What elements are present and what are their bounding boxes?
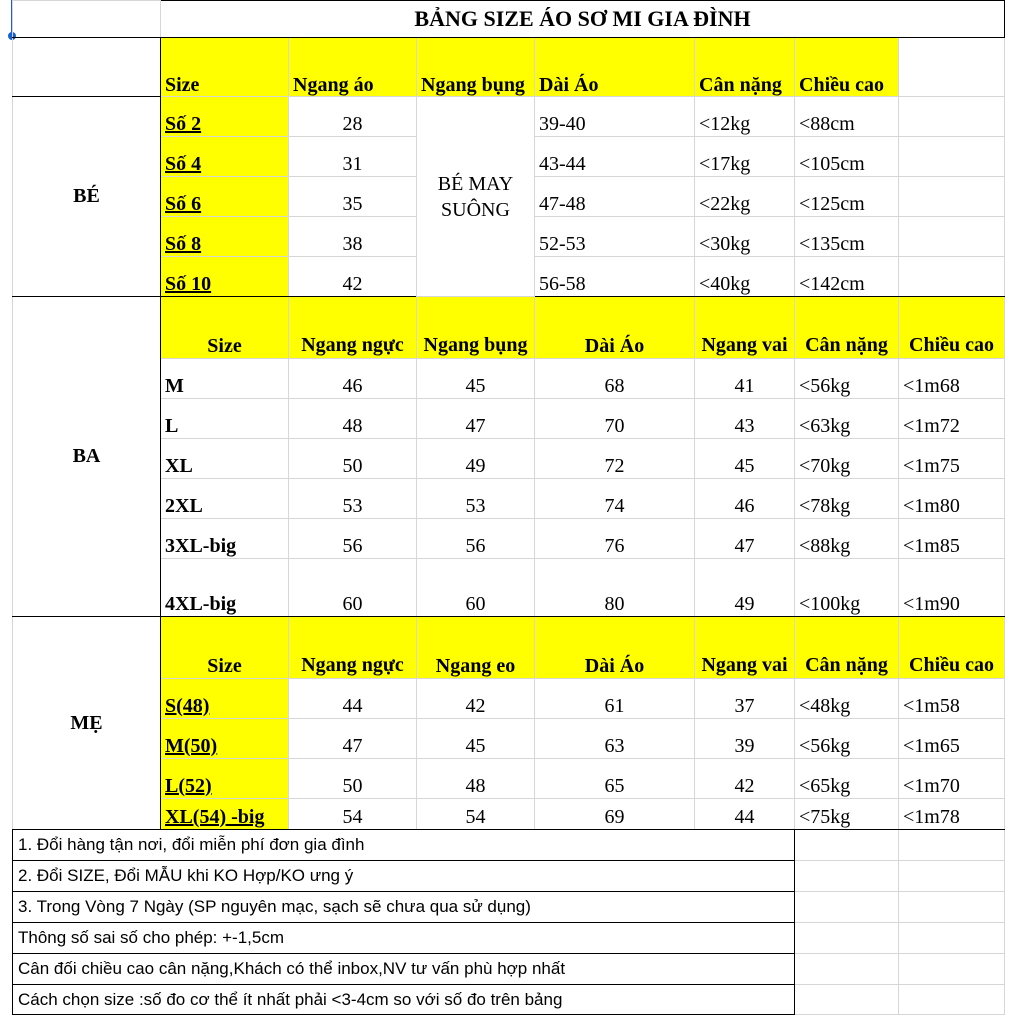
ba-dai[interactable]: 76 bbox=[535, 519, 695, 559]
ba-nguc[interactable]: 53 bbox=[289, 479, 417, 519]
me-header-ngang-vai: Ngang vai bbox=[695, 617, 795, 679]
ba-header-ngang-vai: Ngang vai bbox=[695, 297, 795, 359]
me-vai[interactable]: 44 bbox=[695, 799, 795, 830]
ba-dai[interactable]: 80 bbox=[535, 559, 695, 617]
me-dai[interactable]: 69 bbox=[535, 799, 695, 830]
be-header-size: Size bbox=[161, 38, 289, 97]
me-header-chieu-cao: Chiều cao bbox=[899, 617, 1005, 679]
ba-nguc[interactable]: 48 bbox=[289, 399, 417, 439]
ba-size[interactable]: 2XL bbox=[161, 479, 289, 519]
be-ngang[interactable]: 38 bbox=[289, 217, 417, 257]
me-dai[interactable]: 61 bbox=[535, 679, 695, 719]
me-can[interactable]: <56kg bbox=[795, 719, 899, 759]
be-cao[interactable]: <88cm bbox=[795, 97, 899, 137]
ba-header-can-nang: Cân nặng bbox=[795, 297, 899, 359]
be-can[interactable]: <22kg bbox=[695, 177, 795, 217]
note-empty[interactable] bbox=[795, 923, 899, 954]
ba-vai[interactable]: 46 bbox=[695, 479, 795, 519]
be-can[interactable]: <40kg bbox=[695, 257, 795, 297]
ba-can[interactable]: <70kg bbox=[795, 439, 899, 479]
me-size[interactable]: S(48) bbox=[161, 679, 289, 719]
ba-cao[interactable]: <1m68 bbox=[899, 359, 1005, 399]
be-cao[interactable]: <135cm bbox=[795, 217, 899, 257]
ba-bung[interactable]: 45 bbox=[417, 359, 535, 399]
ba-nguc[interactable]: 50 bbox=[289, 439, 417, 479]
me-dai[interactable]: 65 bbox=[535, 759, 695, 799]
me-vai[interactable]: 42 bbox=[695, 759, 795, 799]
group-label-be: BÉ bbox=[13, 97, 161, 297]
corner-cell[interactable] bbox=[13, 1, 161, 38]
note-empty[interactable] bbox=[899, 923, 1005, 954]
ba-cao[interactable]: <1m80 bbox=[899, 479, 1005, 519]
be-dai[interactable]: 52-53 bbox=[535, 217, 695, 257]
ba-can[interactable]: <56kg bbox=[795, 359, 899, 399]
be-size[interactable]: Số 10 bbox=[161, 257, 289, 297]
ba-bung[interactable]: 53 bbox=[417, 479, 535, 519]
be-dai[interactable]: 39-40 bbox=[535, 97, 695, 137]
ba-can[interactable]: <78kg bbox=[795, 479, 899, 519]
be-empty[interactable] bbox=[899, 257, 1005, 297]
ba-size[interactable]: L bbox=[161, 399, 289, 439]
ba-size[interactable]: M bbox=[161, 359, 289, 399]
me-vai[interactable]: 37 bbox=[695, 679, 795, 719]
ba-bung[interactable]: 49 bbox=[417, 439, 535, 479]
ba-dai[interactable]: 68 bbox=[535, 359, 695, 399]
ba-dai[interactable]: 70 bbox=[535, 399, 695, 439]
ba-can[interactable]: <88kg bbox=[795, 519, 899, 559]
be-ngang[interactable]: 31 bbox=[289, 137, 417, 177]
ba-bung[interactable]: 60 bbox=[417, 559, 535, 617]
be-size[interactable]: Số 6 bbox=[161, 177, 289, 217]
note-empty[interactable] bbox=[899, 892, 1005, 923]
ba-vai[interactable]: 49 bbox=[695, 559, 795, 617]
ba-size[interactable]: 4XL-big bbox=[161, 559, 289, 617]
be-can[interactable]: <17kg bbox=[695, 137, 795, 177]
be-size[interactable]: Số 4 bbox=[161, 137, 289, 177]
ba-cao[interactable]: <1m90 bbox=[899, 559, 1005, 617]
ba-vai[interactable]: 43 bbox=[695, 399, 795, 439]
me-nguc[interactable]: 50 bbox=[289, 759, 417, 799]
be-empty[interactable] bbox=[899, 137, 1005, 177]
be-ngang[interactable]: 28 bbox=[289, 97, 417, 137]
be-dai[interactable]: 56-58 bbox=[535, 257, 695, 297]
me-eo[interactable]: 45 bbox=[417, 719, 535, 759]
ba-can[interactable]: <63kg bbox=[795, 399, 899, 439]
me-nguc[interactable]: 54 bbox=[289, 799, 417, 830]
ba-cao[interactable]: <1m72 bbox=[899, 399, 1005, 439]
be-ngang[interactable]: 35 bbox=[289, 177, 417, 217]
be-dai[interactable]: 43-44 bbox=[535, 137, 695, 177]
be-size[interactable]: Số 8 bbox=[161, 217, 289, 257]
be-dai[interactable]: 47-48 bbox=[535, 177, 695, 217]
sheet-title: BẢNG SIZE ÁO SƠ MI GIA ĐÌNH bbox=[161, 1, 1005, 38]
be-cao[interactable]: <125cm bbox=[795, 177, 899, 217]
me-size[interactable]: M(50) bbox=[161, 719, 289, 759]
me-header-ngang-eo: Ngang eo bbox=[417, 617, 535, 679]
me-can[interactable]: <48kg bbox=[795, 679, 899, 719]
note-line-1[interactable]: 1. Đổi hàng tận nơi, đổi miễn phí đơn gia đình bbox=[13, 830, 795, 861]
me-header-size: Size bbox=[161, 617, 289, 679]
note-line-4[interactable]: Thông số sai số cho phép: +-1,5cm bbox=[13, 923, 795, 954]
note-empty[interactable] bbox=[899, 954, 1005, 985]
me-nguc[interactable]: 44 bbox=[289, 679, 417, 719]
note-empty[interactable] bbox=[795, 861, 899, 892]
note-empty[interactable] bbox=[795, 892, 899, 923]
me-can[interactable]: <65kg bbox=[795, 759, 899, 799]
ba-bung[interactable]: 56 bbox=[417, 519, 535, 559]
ba-header-chieu-cao: Chiều cao bbox=[899, 297, 1005, 359]
me-cao[interactable]: <1m70 bbox=[899, 759, 1005, 799]
me-cao[interactable]: <1m58 bbox=[899, 679, 1005, 719]
be-can[interactable]: <12kg bbox=[695, 97, 795, 137]
be-cao[interactable]: <105cm bbox=[795, 137, 899, 177]
me-eo[interactable]: 54 bbox=[417, 799, 535, 830]
ba-header-ngang-bung: Ngang bụng bbox=[417, 297, 535, 359]
me-cao[interactable]: <1m65 bbox=[899, 719, 1005, 759]
group-label-ba: BA bbox=[13, 297, 161, 617]
me-eo[interactable]: 42 bbox=[417, 679, 535, 719]
be-empty[interactable] bbox=[899, 177, 1005, 217]
be-header-dai-ao: Dài Áo bbox=[535, 38, 695, 97]
ba-size[interactable]: XL bbox=[161, 439, 289, 479]
ba-vai[interactable]: 47 bbox=[695, 519, 795, 559]
ba-nguc[interactable]: 60 bbox=[289, 559, 417, 617]
be-header-ngang-ao: Ngang áo bbox=[289, 38, 417, 97]
ba-dai[interactable]: 74 bbox=[535, 479, 695, 519]
be-ngang[interactable]: 42 bbox=[289, 257, 417, 297]
me-header-dai-ao: Dài Áo bbox=[535, 617, 695, 679]
note-empty[interactable] bbox=[899, 861, 1005, 892]
be-header-chieu-cao: Chiều cao bbox=[795, 38, 899, 97]
ba-vai[interactable]: 45 bbox=[695, 439, 795, 479]
ba-dai[interactable]: 72 bbox=[535, 439, 695, 479]
me-size[interactable]: L(52) bbox=[161, 759, 289, 799]
me-eo[interactable]: 48 bbox=[417, 759, 535, 799]
note-empty[interactable] bbox=[899, 830, 1005, 861]
me-dai[interactable]: 63 bbox=[535, 719, 695, 759]
me-nguc[interactable]: 47 bbox=[289, 719, 417, 759]
me-vai[interactable]: 39 bbox=[695, 719, 795, 759]
note-line-5[interactable]: Cân đối chiều cao cân nặng,Khách có thể inbox,NV tư vấn phù hợp nhất bbox=[13, 954, 795, 985]
be-empty[interactable] bbox=[899, 97, 1005, 137]
be-header-can-nang: Cân nặng bbox=[695, 38, 795, 97]
be-can[interactable]: <30kg bbox=[695, 217, 795, 257]
ba-can[interactable]: <100kg bbox=[795, 559, 899, 617]
ba-bung[interactable]: 47 bbox=[417, 399, 535, 439]
be-loose-note[interactable]: BÉ MAY SUÔNG bbox=[417, 97, 535, 297]
ba-header-ngang-nguc: Ngang ngực bbox=[289, 297, 417, 359]
note-line-6[interactable]: Cách chọn size :số đo cơ thể ít nhất phải <3-4cm so với số đo trên bảng bbox=[13, 985, 795, 1015]
ba-header-size: Size bbox=[161, 297, 289, 359]
be-cao[interactable]: <142cm bbox=[795, 257, 899, 297]
note-empty[interactable] bbox=[795, 985, 899, 1015]
me-cao[interactable]: <1m78 bbox=[899, 799, 1005, 830]
note-empty[interactable] bbox=[795, 830, 899, 861]
note-line-3[interactable]: 3. Trong Vòng 7 Ngày (SP nguyên mạc, sạch sẽ chưa qua sử dụng) bbox=[13, 892, 795, 923]
be-header-blank[interactable] bbox=[13, 38, 161, 97]
ba-header-dai-ao: Dài Áo bbox=[535, 297, 695, 359]
size-chart-sheet bbox=[12, 0, 1005, 1015]
group-label-me: MẸ bbox=[13, 617, 161, 830]
be-header-ngang-bung: Ngang bụng bbox=[417, 38, 535, 97]
ba-cao[interactable]: <1m75 bbox=[899, 439, 1005, 479]
me-header-ngang-nguc: Ngang ngực bbox=[289, 617, 417, 679]
ba-cao[interactable]: <1m85 bbox=[899, 519, 1005, 559]
me-header-can-nang: Cân nặng bbox=[795, 617, 899, 679]
note-empty[interactable] bbox=[899, 985, 1005, 1015]
me-can[interactable]: <75kg bbox=[795, 799, 899, 830]
ba-vai[interactable]: 41 bbox=[695, 359, 795, 399]
ba-nguc[interactable]: 56 bbox=[289, 519, 417, 559]
be-size[interactable]: Số 2 bbox=[161, 97, 289, 137]
be-empty[interactable] bbox=[899, 217, 1005, 257]
note-empty[interactable] bbox=[795, 954, 899, 985]
ba-size[interactable]: 3XL-big bbox=[161, 519, 289, 559]
ba-nguc[interactable]: 46 bbox=[289, 359, 417, 399]
be-header-empty[interactable] bbox=[899, 38, 1005, 97]
me-size[interactable]: XL(54) -big bbox=[161, 799, 289, 830]
note-line-2[interactable]: 2. Đổi SIZE, Đổi MẪU khi KO Hợp/KO ưng ý bbox=[13, 861, 795, 892]
